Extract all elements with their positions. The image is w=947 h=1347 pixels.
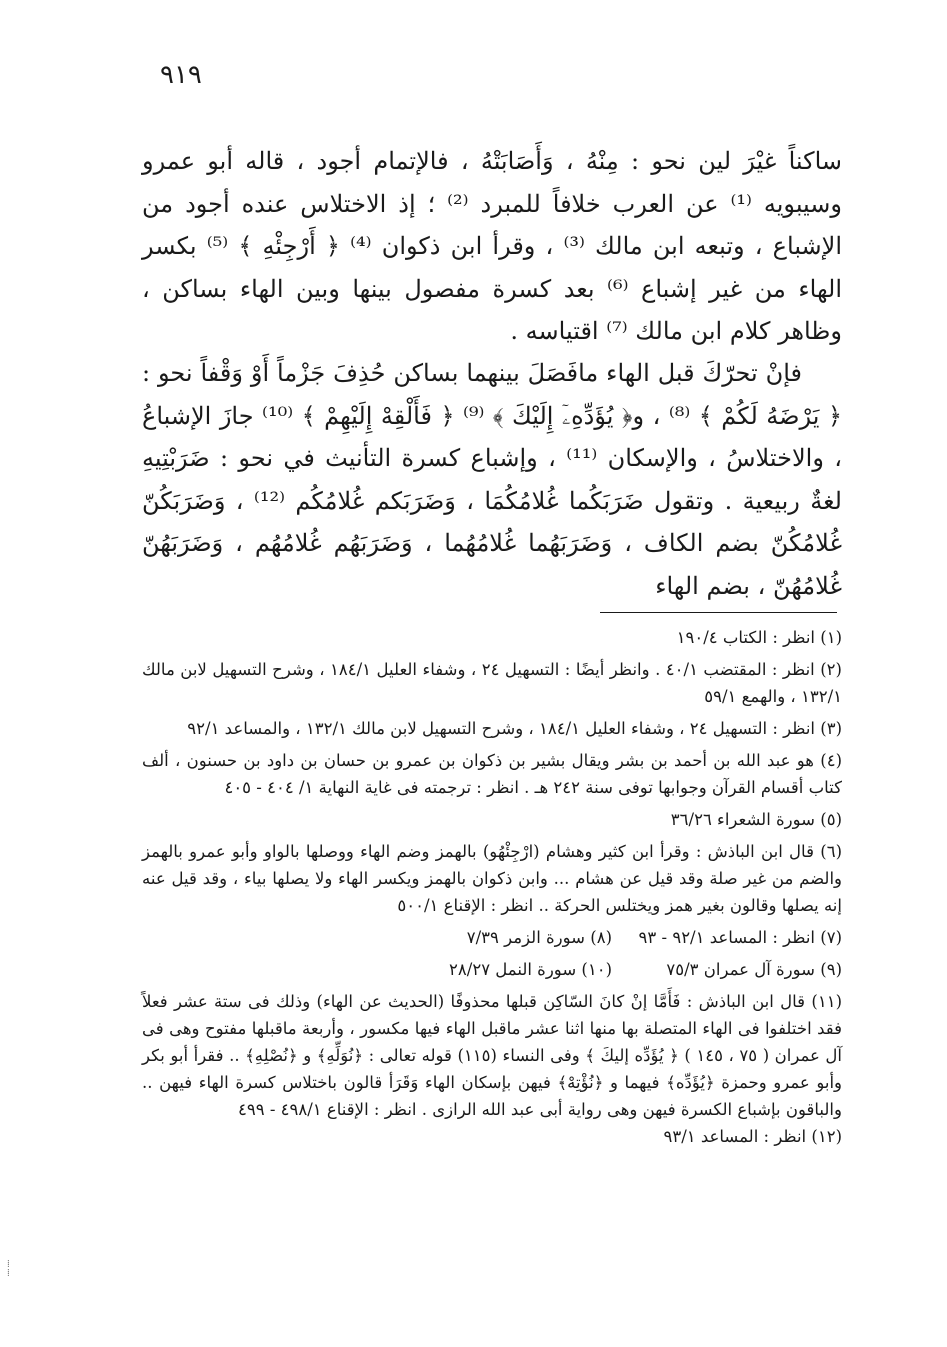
footnote: (٥) سورة الشعراء ٣٦/٢٦ xyxy=(670,810,842,829)
footnote: (٣) انظر : التسهيل ٢٤ ، وشفاء العليل ١٨٤/١ ، وشرح التسهيل لابن مالك ١٣٢/١ ، والمساعد ٩٢/١ xyxy=(187,719,842,738)
footnote: (٤) هو عبد الله بن أحمد بن بشر ويقال بشير بن ذكوان بن عمرو بن حسان بن داود بن حسنون ، ألف كتاب أقسام القرآن وجوابها توفى سنة ٢٤٢ هـ . انظر : ترجمته فى غاية النهاية ١/ ٤٠٤ - ٤٠٥ xyxy=(142,751,842,797)
scan-margin-mark: ⁞ ⁞ xyxy=(7,1259,10,1279)
footnote-pair-row xyxy=(142,956,842,983)
footnote: (١١) قال ابن الباذش : فَأَمَّا إنْ كانَ السّاكِن قبلها محذوفًا (الحديث عن الهاء) وذلك فى ستة عشر فعلاً فقد اختلفوا فى الهاء المتصلة بها منها اثنا عشر ماقبل الهاء فيها مكسور ، وأربعة ماقبلها مفتوح وهى فى آل عمران ( ٧٥ ، ١٤٥ ) ﴿ يُؤَدِّه إليكَ ﴾ وفى النساء (١١٥) قوله تعالى : ﴿نُوَلِّهِ﴾ و ﴿نُصْلِهِ﴾ .. فقرأ أبو بكر وأبو عمرو وحمزة ﴿يُؤَدِّه﴾ فيهما و ﴿نُؤْتِهْ﴾ فيهن بإسكان الهاء وَقَرَأ قالون باختلاس كسرة الهاء فيهن .. والباقون بإشباع الكسرة فيهن وهى رواية أبى عبد الله الرازى . انظر : الإقناع ٤٩٨/١ - ٤٩٩ xyxy=(142,992,842,1119)
footnote: (١٠) سورة النمل ٢٨/٢٧ xyxy=(449,960,612,979)
footnotes xyxy=(142,624,842,1150)
footnote: (٨) سورة الزمر ٧/٣٩ xyxy=(466,928,612,947)
main-paragraph: فإنْ تحرّكَ قبل الهاء مافَصَلَ بينهما بساكن حُذِفَ جَزْماً أَوْ وَقْفاً نحو : ﴿ يَرْضَهُ لَكُمْ ﴾ ⁽⁸⁾ ، و﴿ يُؤَدِّهِۦٓ إِلَيْكَ ﴾ ⁽⁹⁾ ﴿ فَأَلْقِهْ إِلَيْهِمْ ﴾ ⁽¹⁰⁾ جازَ الإشباعُ ، والاختلاسُ ، والإسكان ⁽¹¹⁾ ، وإشباع كسرة التأنيث في نحو : ضَرَبْتِيهِ لغةٌ ربيعية . وتقول ضَرَبَكُما غُلامُكُمَا ، وَضَرَبَكم غُلامُكُم ⁽¹²⁾ ، وَضَرَبَكُنّ غُلامُكُنّ بضم الكاف ، وَضَرَبَهُما غُلامُهُما ، وَضَرَبَهُم غُلامُهُم ، وَضَرَبَهُنّ غُلامُهُنّ ، بضم الهاء xyxy=(142,359,843,600)
footnote: (٢) انظر : المقتضب ٤٠/١ . وانظر أيضًا : التسهيل ٢٤ ، وشفاء العليل ١٨٤/١ ، وشرح التسهيل لابن مالك ١٣٢/١ ، والهمع ٥٩/١ xyxy=(142,660,842,706)
footnote: (١٢) انظر : المساعد ٩٣/١ xyxy=(663,1127,842,1146)
main-text-block-1 xyxy=(142,140,842,353)
footnote: (٩) سورة آل عمران ٧٥/٣ xyxy=(666,960,842,979)
main-paragraph: ساكناً غيْرَ لين نحو : مِنْهُ ، وَأَصَابَتْهُ ، فالإتمام أجود ، قاله أبو عمرو وسيبويه ⁽¹⁾ عن العرب خلافاً للمبرد ⁽²⁾ ؛ إذ الاختلاس عنده أجود من الإشباع ، وتبعه ابن مالك ⁽³⁾ ، وقرأ ابن ذكوان ⁽⁴⁾ ﴿ أَرْجِئْهِ ﴾ ⁽⁵⁾ بكسر الهاء من غير إشباع ⁽⁶⁾ بعد كسرة مفصول بينها وبين الهاء بساكن ، وظاهر كلام ابن مالك ⁽⁷⁾ اقتياسه . xyxy=(142,147,843,345)
footnote: (٧) انظر : المساعد ٩٢/١ - ٩٣ xyxy=(638,928,842,947)
main-text-block-2 xyxy=(142,352,842,607)
footnote: (٦) قال ابن الباذش : وقرأ ابن كثير وهشام (ارْجِئْهُو) بالهمز وضم الهاء ووصلها بالواو وأبو عمرو بالهمز والضم من غير صلة وقد قيل عن هشام ... وابن ذكوان بالهمز ويكسر الهاء ولا يصلها بياء ، وقد قيل عنه إنه يصلها وقالون بغير همز ويختلس الحركة .. انظر : الإقناع ٥٠٠/١ xyxy=(142,842,842,915)
footnote: (١) انظر : الكتاب ١٩٠/٤ xyxy=(676,628,842,647)
page-number: ٩١٩ xyxy=(160,60,202,90)
footnote-separator xyxy=(600,612,837,613)
footnote-pair-row xyxy=(142,924,842,951)
